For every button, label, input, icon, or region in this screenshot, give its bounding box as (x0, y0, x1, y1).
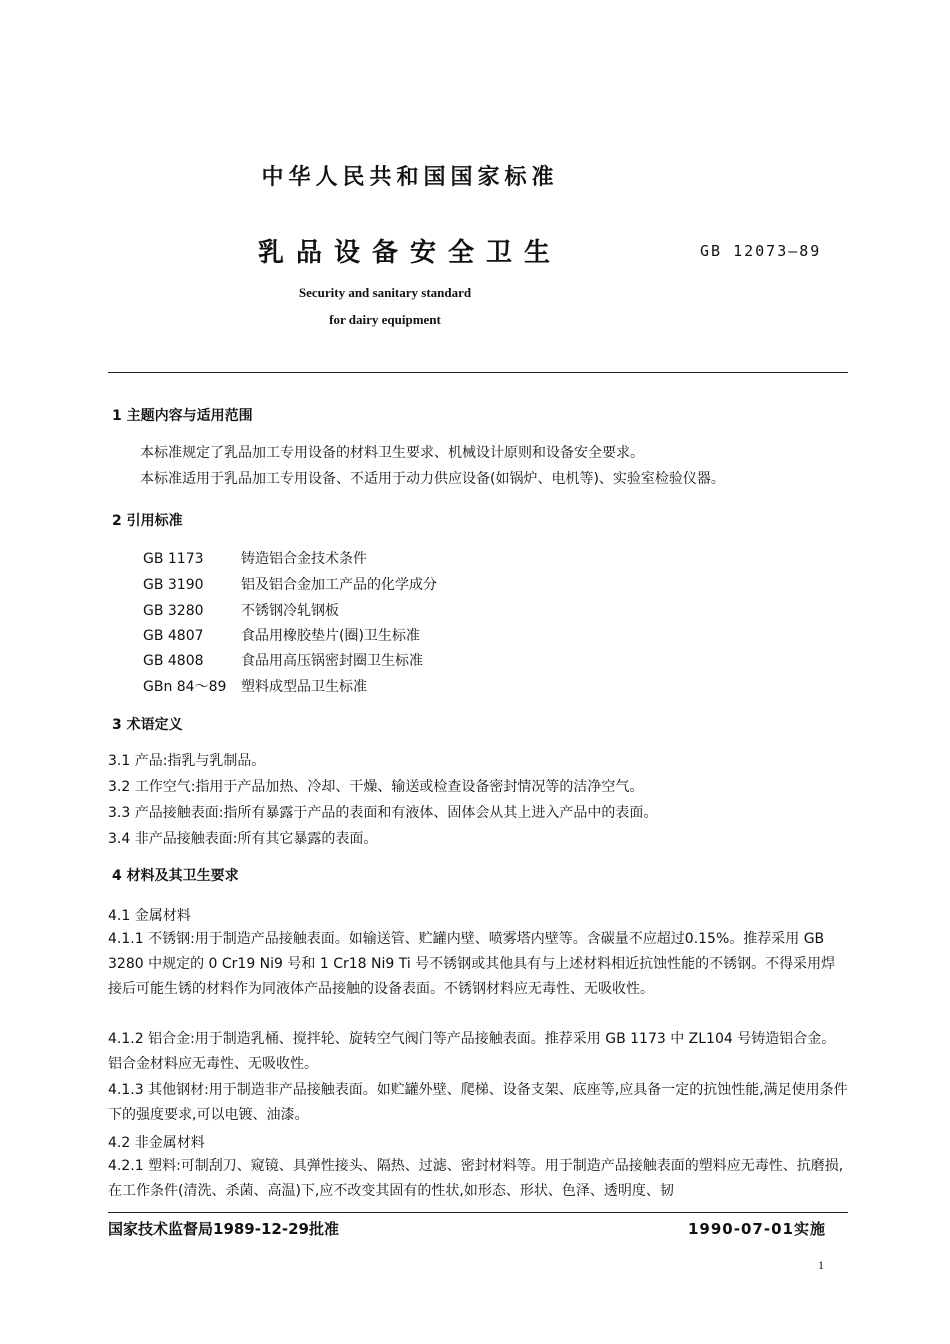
reference-item: GB 3190 铝及铝合金加工产品的化学成分 (143, 577, 437, 593)
section-1-para-2: 本标准适用于乳品加工专用设备、不适用于动力供应设备(如锅炉、电机等)、实验室检验仪器。 (140, 471, 725, 487)
section-3-heading: 3 术语定义 (112, 717, 183, 733)
approval-line: 国家技术监督局1989-12-29批准 (108, 1220, 339, 1238)
subsection-4-2-heading: 4.2 非金属材料 (108, 1135, 205, 1151)
definition-item: 3.2 工作空气:指用于产品加热、冷却、干燥、输送或检查设备密封情况等的洁净空气。 (108, 779, 644, 795)
section-2-heading: 2 引用标准 (112, 513, 183, 529)
definition-item: 3.3 产品接触表面:指所有暴露于产品的表面和有液体、固体会从其上进入产品中的表面。 (108, 805, 658, 821)
footer-divider (108, 1212, 848, 1213)
page-number: 1 (818, 1258, 824, 1272)
standard-title: 乳品设备安全卫生 (258, 238, 563, 268)
definition-item: 3.1 产品:指乳与乳制品。 (108, 753, 266, 769)
clause-4-2-1: 4.2.1 塑料:可制刮刀、窥镜、具弹性接头、隔热、过滤、密封材料等。用于制造产品接触表面的塑料应无毒性、抗磨损,在工作条件(清洗、杀菌、高温)下,应不改变其固有的性状,如形态、形状、色泽、透明度、韧 (108, 1158, 844, 1199)
reference-item: GB 3280 不锈钢冷轧钢板 (143, 603, 339, 619)
reference-item: GB 4808 食品用高压锅密封圈卫生标准 (143, 653, 423, 669)
section-4-heading: 4 材料及其卫生要求 (112, 868, 239, 884)
reference-item: GBn 84～89 塑料成型品卫生标准 (143, 679, 367, 695)
clause-4-1-2: 4.1.2 铝合金:用于制造乳桶、搅拌轮、旋转空气阀门等产品接触表面。推荐采用 GB 1173 中 ZL104 号铸造铝合金。铝合金材料应无毒性、无吸收性。 (108, 1031, 836, 1072)
subsection-4-1-heading: 4.1 金属材料 (108, 908, 191, 924)
reference-item: GB 1173 铸造铝合金技术条件 (143, 551, 367, 567)
national-standard-heading: 中华人民共和国国家标准 (261, 165, 559, 190)
clause-4-1-3: 4.1.3 其他钢材:用于制造非产品接触表面。如贮罐外壁、爬梯、设备支架、底座等,应具备一定的抗蚀性能,满足使用条件下的强度要求,可以电镀、油漆。 (108, 1082, 848, 1123)
definition-item: 3.4 非产品接触表面:所有其它暴露的表面。 (108, 831, 378, 847)
english-title-line2: for dairy equipment (329, 312, 441, 327)
section-1-para-1: 本标准规定了乳品加工专用设备的材料卫生要求、机械设计原则和设备安全要求。 (140, 445, 644, 461)
section-1-heading: 1 主题内容与适用范围 (112, 408, 253, 424)
clause-4-1-1: 4.1.1 不锈钢:用于制造产品接触表面。如输送管、贮罐内壁、喷雾塔内壁等。含碳量不应超过0.15%。推荐采用 GB 3280 中规定的 0 Cr19 Ni9 号和 1 Cr18 Ni9 Ti 号不锈钢或其他具有与上述材料相近抗蚀性能的不锈钢。不得采用焊接后可能生锈的材料作为同液体产品接触的设备表面。不锈钢材料应无毒性、无吸收性。 (108, 931, 836, 997)
reference-item: GB 4807 食品用橡胶垫片(圈)卫生标准 (143, 628, 420, 644)
implementation-date: 1990-07-01实施 (688, 1220, 826, 1238)
standard-number: GB 12073—89 (700, 242, 822, 260)
english-title-line1: Security and sanitary standard (298, 285, 472, 300)
header-divider (108, 372, 848, 373)
